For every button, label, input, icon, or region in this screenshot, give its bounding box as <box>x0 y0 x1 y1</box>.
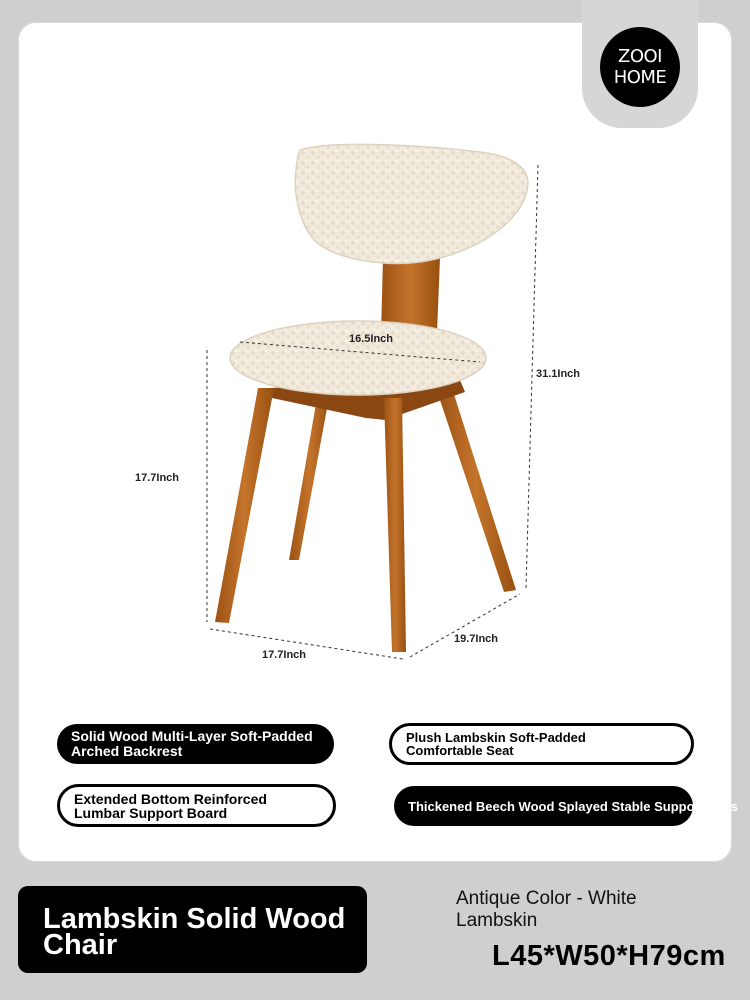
feature-backrest-pill <box>57 724 334 764</box>
feature-legs-line1: Thickened Beech Wood Splayed Stable Support Legs <box>408 798 738 814</box>
feature-seat-line2: Comfortable Seat <box>406 743 514 758</box>
product-title-line1: Lambskin Solid Wood <box>43 903 346 935</box>
front-left-leg <box>215 388 274 623</box>
seat-width-label: 16.5Inch <box>349 333 394 345</box>
feature-lumbar-line1: Extended Bottom Reinforced <box>74 790 267 807</box>
feature-seat-line1: Plush Lambskin Soft-Padded <box>406 730 586 745</box>
backrest-cushion <box>295 144 528 263</box>
front-width-label: 17.7Inch <box>262 649 307 661</box>
feature-backrest-line1: Solid Wood Multi-Layer Soft-Padded <box>71 728 313 744</box>
depth-line <box>410 594 520 657</box>
feature-seat-pill <box>389 723 694 765</box>
rear-right-leg <box>436 388 516 592</box>
feature-lumbar-pill <box>57 784 336 827</box>
brand-logo-line1: ZOOI <box>618 46 662 67</box>
feature-legs-pill <box>394 786 738 826</box>
product-color-line2: Lambskin <box>456 910 538 931</box>
depth-label: 19.7Inch <box>454 633 499 645</box>
rear-left-leg <box>289 392 330 560</box>
product-color-line1: Antique Color - White <box>456 888 637 909</box>
product-size: L45*W50*H79cm <box>492 940 726 972</box>
front-width-line <box>210 629 403 659</box>
feature-backrest-line2: Arched Backrest <box>71 743 183 759</box>
front-right-leg <box>384 398 406 652</box>
brand-logo-line2: HOME <box>613 67 667 88</box>
total-height-label: 31.1Inch <box>536 368 581 380</box>
seat-height-label: 17.7Inch <box>135 472 180 484</box>
product-color <box>456 888 686 932</box>
product-title <box>18 886 367 973</box>
product-title-line2: Chair <box>43 929 118 961</box>
feature-lumbar-line2: Lumbar Support Board <box>74 804 228 821</box>
